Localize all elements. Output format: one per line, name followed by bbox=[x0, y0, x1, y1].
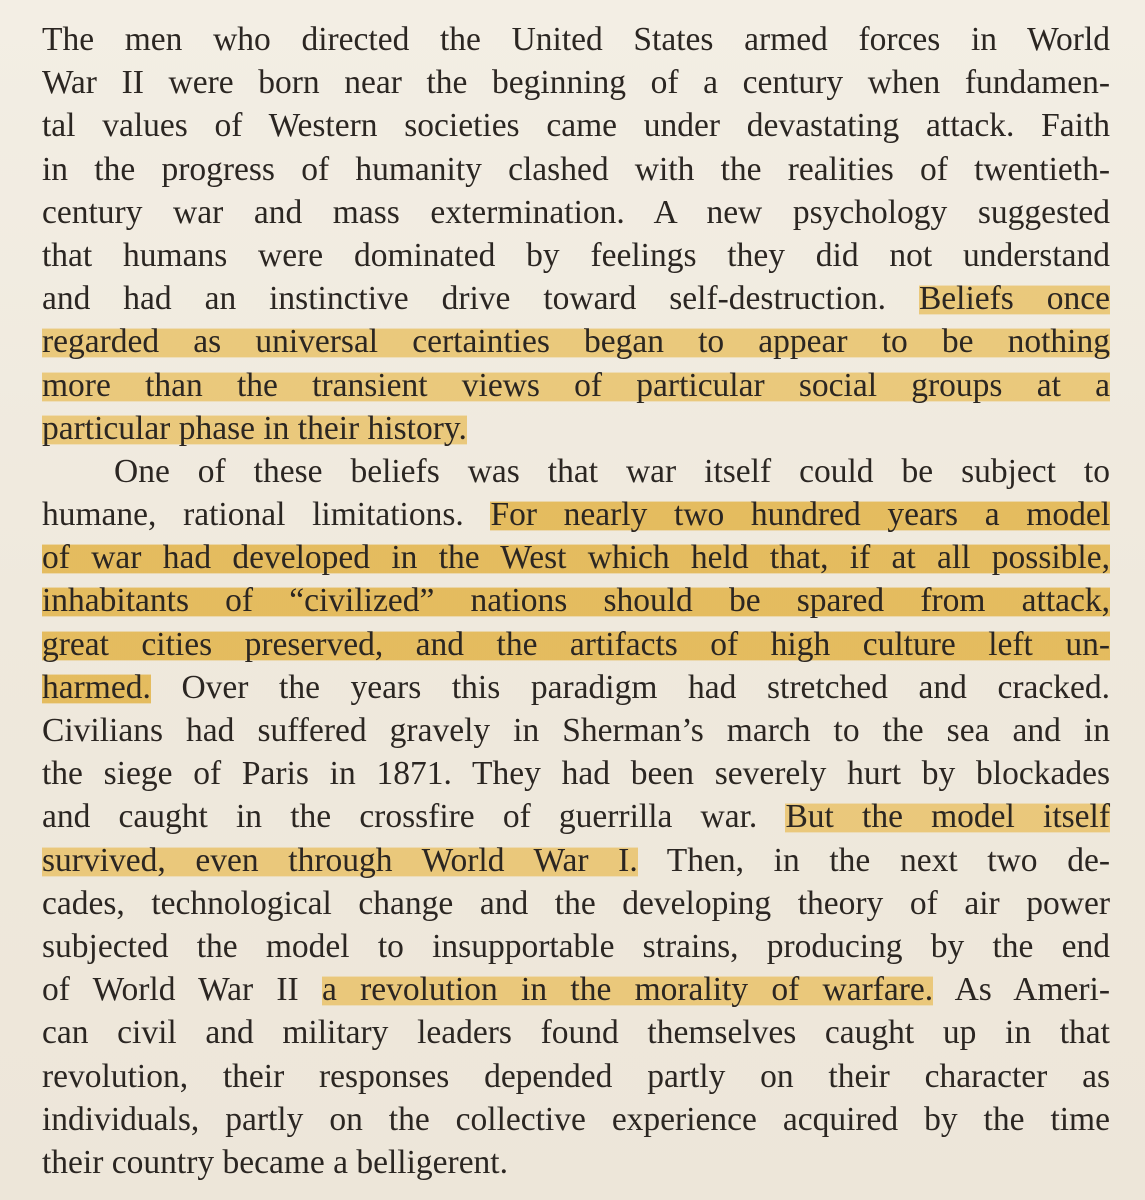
text-line bbox=[42, 364, 1110, 407]
text-line: century war and mass extermination. A new psychology suggested bbox=[42, 193, 1110, 231]
text-line: One of these beliefs was that war itself could be subject to bbox=[114, 452, 1110, 490]
plain-text: and had an instinctive drive toward self-destruction. bbox=[42, 280, 919, 318]
text-line bbox=[42, 536, 1110, 579]
text-line: their country became a belligerent. bbox=[42, 1143, 508, 1181]
highlighted-text: survived, even through World War I. bbox=[42, 841, 638, 879]
plain-text: Over the years this paradigm had stretched and cracked. bbox=[150, 668, 1110, 706]
text-line bbox=[42, 407, 1110, 450]
plain-text: humane, rational limitations. bbox=[42, 496, 491, 534]
text-line bbox=[42, 839, 1110, 882]
plain-text: and caught in the crossfire of guerrilla war. bbox=[42, 798, 786, 836]
highlighted-text: of war had developed in the West which held that, if at all possible, bbox=[42, 539, 1110, 577]
text-line bbox=[42, 579, 1110, 622]
text-line bbox=[42, 968, 1110, 1011]
text-line: can civil and military leaders found themselves caught up in that bbox=[42, 1014, 1110, 1052]
highlighted-text: But the model itself bbox=[785, 798, 1111, 836]
text-line: individuals, partly on the collective experience acquired by the time bbox=[42, 1100, 1110, 1138]
highlighted-text: inhabitants of “civilized” nations should be spared from attack, bbox=[42, 582, 1110, 620]
highlighted-text: Beliefs once bbox=[918, 280, 1110, 318]
plain-text: As Ameri- bbox=[933, 971, 1110, 1009]
paragraph-1 bbox=[42, 18, 1110, 450]
text-line bbox=[42, 623, 1110, 666]
text-line: War II were born near the beginning of a century when fundamen- bbox=[42, 64, 1110, 102]
text-line: tal values of Western societies came under devastating attack. Faith bbox=[42, 107, 1110, 145]
text-line: revolution, their responses depended partly on their character as bbox=[42, 1057, 1110, 1095]
text-line: in the progress of humanity clashed with the realities of twentieth- bbox=[42, 150, 1110, 188]
text-line bbox=[42, 795, 1110, 838]
text-line: the siege of Paris in 1871. They had been severely hurt by blockades bbox=[42, 755, 1110, 793]
text-line bbox=[42, 320, 1110, 363]
highlighted-text: regarded as universal certainties began to appear to be nothing bbox=[42, 323, 1110, 361]
highlighted-text: great cities preserved, and the artifacts of high culture left un- bbox=[42, 625, 1110, 663]
text-line: The men who directed the United States armed forces in World bbox=[42, 21, 1110, 58]
text-line: that humans were dominated by feelings they did not understand bbox=[42, 236, 1110, 274]
text-line bbox=[42, 277, 1110, 320]
text-line bbox=[42, 493, 1110, 536]
plain-text: of World War II bbox=[42, 971, 322, 1009]
paragraph-2 bbox=[42, 450, 1110, 1184]
highlighted-text: particular phase in their history. bbox=[42, 409, 467, 447]
page-text bbox=[42, 18, 1110, 1184]
text-line: Civilians had suffered gravely in Sherman’s march to the sea and in bbox=[42, 712, 1110, 749]
highlighted-text: harmed. bbox=[42, 668, 151, 706]
highlighted-text: a revolution in the morality of warfare. bbox=[321, 971, 934, 1009]
highlighted-text: For nearly two hundred years a model bbox=[490, 496, 1111, 534]
text-line: subjected the model to insupportable strains, producing by the end bbox=[42, 927, 1110, 965]
text-line bbox=[42, 666, 1110, 709]
text-line: cades, technological change and the developing theory of air power bbox=[42, 884, 1110, 922]
plain-text: Then, in the next two de- bbox=[637, 841, 1110, 879]
highlighted-text: more than the transient views of particular social groups at a bbox=[42, 366, 1110, 404]
